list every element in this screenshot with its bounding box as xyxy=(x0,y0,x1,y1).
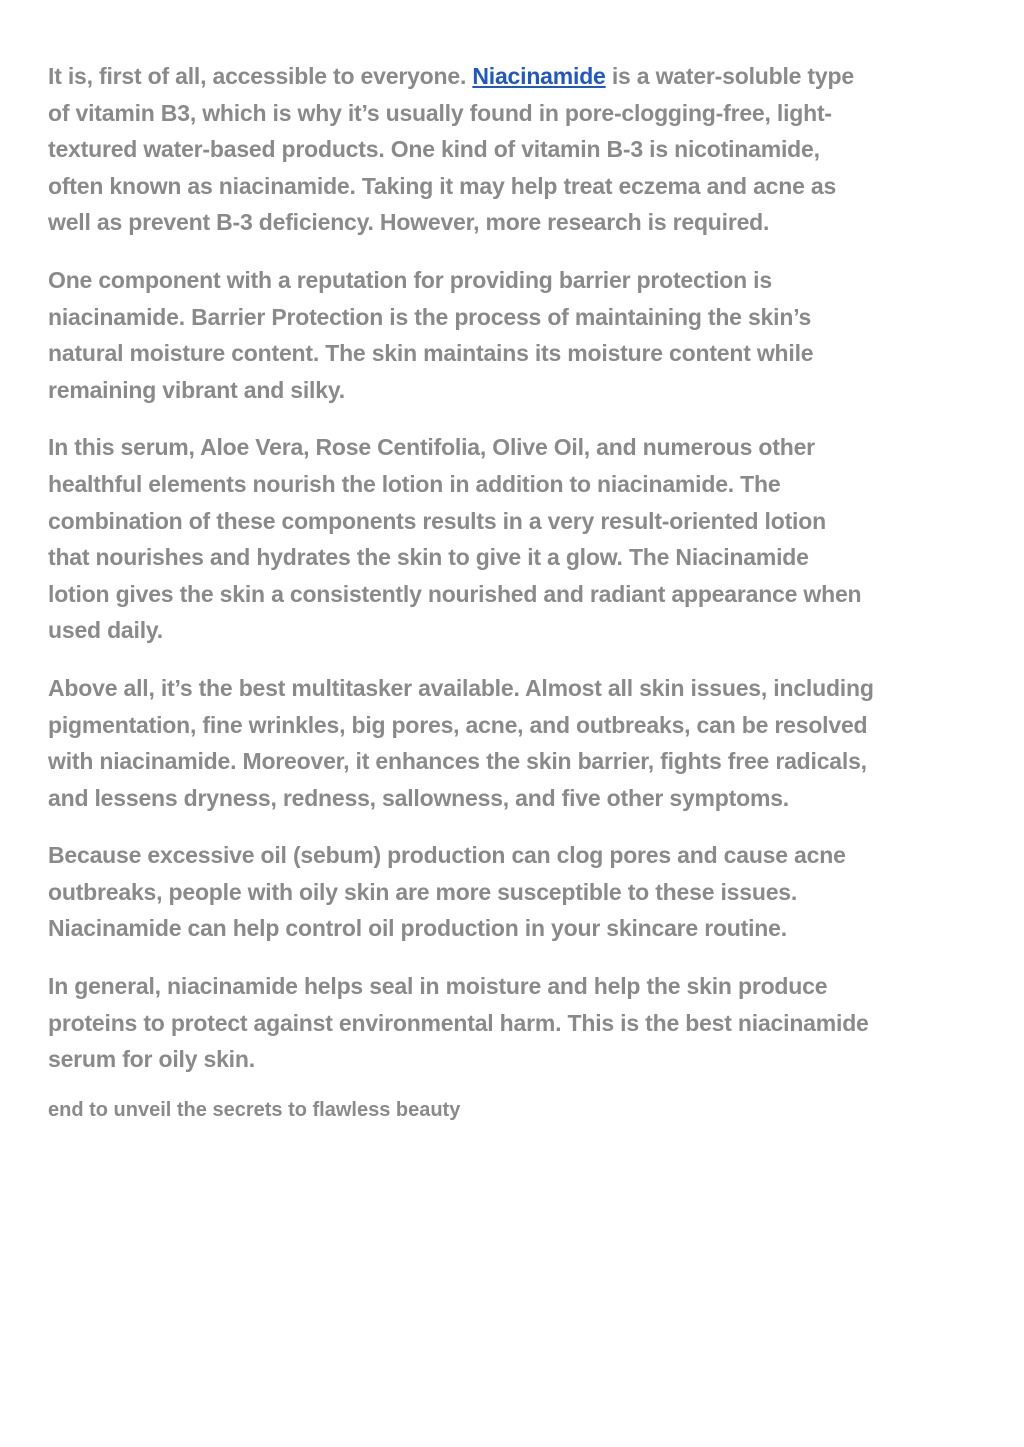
text-line: of vitamin B3, which is why it’s usually found in pore-clogging-free, light- xyxy=(48,99,832,126)
text-line: outbreaks, people with oily skin are more susceptible to these issues. xyxy=(48,878,798,905)
text-line: pigmentation, fine wrinkles, big pores, acne, and outbreaks, can be resolved xyxy=(48,711,868,738)
paragraph xyxy=(48,670,874,816)
text-segment: is a water-soluble type xyxy=(605,63,854,89)
text-line: often known as niacinamide. Taking it may help treat eczema and acne as xyxy=(48,172,837,199)
text-line: In this serum, Aloe Vera, Rose Centifolia, Olive Oil, and numerous other xyxy=(48,434,815,461)
text-line: that nourishes and hydrates the skin to give it a glow. The Niacinamide xyxy=(48,544,809,571)
paragraph xyxy=(48,968,874,1078)
niacinamide-link[interactable]: Niacinamide xyxy=(472,63,606,89)
text-line: healthful elements nourish the lotion in addition to niacinamide. The xyxy=(48,470,781,497)
text-line: and lessens dryness, redness, sallowness, and five other symptoms. xyxy=(48,784,789,811)
footer-text: end to unveil the secrets to flawless beauty xyxy=(48,1098,461,1121)
text-line: used daily. xyxy=(48,617,163,644)
text-line: serum for oily skin. xyxy=(48,1046,255,1073)
text-line: remaining vibrant and silky. xyxy=(48,376,345,403)
text-line: Because excessive oil (sebum) production can clog pores and cause acne xyxy=(48,842,846,869)
paragraph xyxy=(48,58,874,241)
text-line: Above all, it’s the best multitasker available. Almost all skin issues, including xyxy=(48,674,874,701)
text-segment: It is, first of all, accessible to everyone. xyxy=(48,63,473,89)
text-line: In general, niacinamide helps seal in moisture and help the skin produce xyxy=(48,973,828,1000)
text-line: combination of these components results in a very result-oriented lotion xyxy=(48,507,826,534)
text-line: textured water-based products. One kind of vitamin B-3 is nicotinamide, xyxy=(48,136,820,163)
text-line: Niacinamide can help control oil production in your skincare routine. xyxy=(48,915,787,942)
text-line: One component with a reputation for providing barrier protection is xyxy=(48,266,772,293)
text-line: niacinamide. Barrier Protection is the process of maintaining the skin’s xyxy=(48,303,812,330)
text-line: natural moisture content. The skin maintains its moisture content while xyxy=(48,340,814,367)
paragraph xyxy=(48,262,874,408)
text-line: with niacinamide. Moreover, it enhances the skin barrier, fights free radicals, xyxy=(48,748,867,775)
paragraph xyxy=(48,837,874,947)
text-line: proteins to protect against environmental harm. This is the best niacinamide xyxy=(48,1009,869,1036)
text-line: lotion gives the skin a consistently nourished and radiant appearance when xyxy=(48,580,862,607)
text-line: well as prevent B-3 deficiency. However, more research is required. xyxy=(48,209,770,236)
article-body xyxy=(48,58,874,1125)
paragraph xyxy=(48,429,874,649)
text-line xyxy=(48,58,874,95)
